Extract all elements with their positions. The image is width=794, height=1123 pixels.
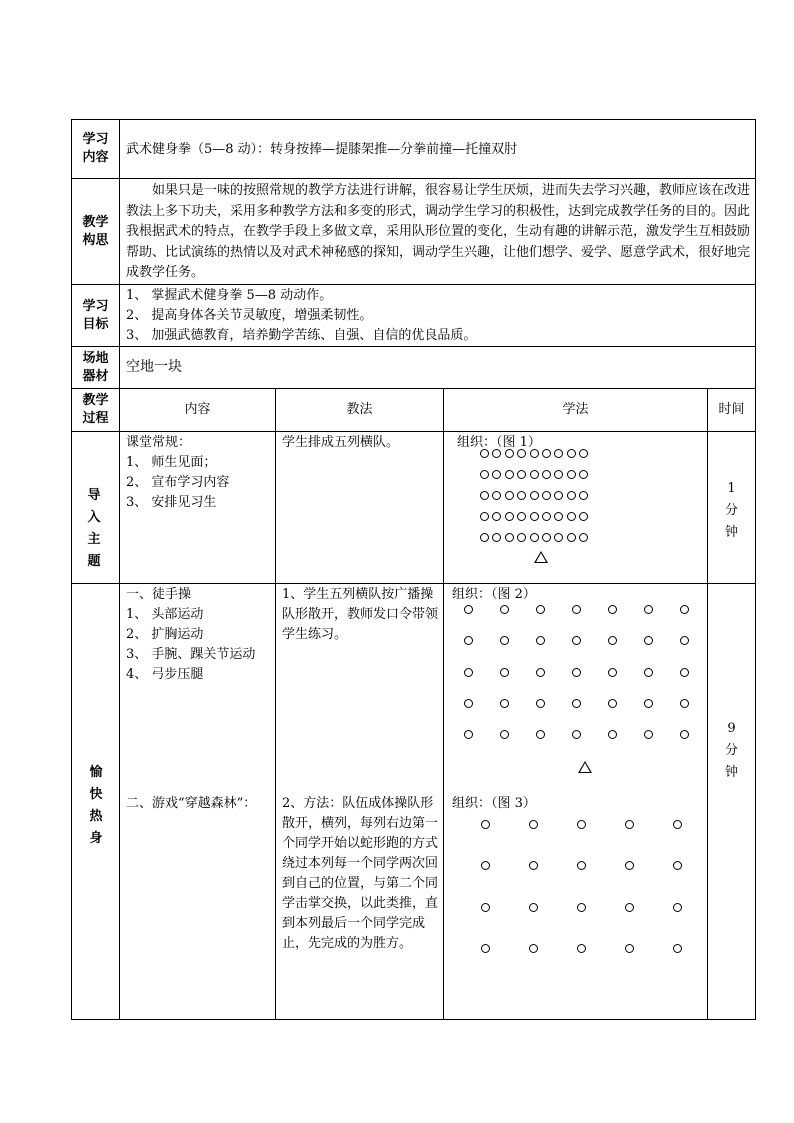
warmup-content-1 <box>126 585 274 685</box>
student-marker-icon <box>572 605 581 614</box>
student-marker-icon <box>625 861 634 870</box>
student-marker-icon <box>680 730 689 739</box>
student-marker-icon <box>500 605 509 614</box>
student-marker-icon <box>608 636 617 645</box>
student-marker-icon <box>464 699 473 708</box>
student-marker-icon <box>608 699 617 708</box>
intro-time: 1 分 钟 <box>724 481 738 540</box>
col-header-learning: 学法 <box>562 402 589 417</box>
student-marker-icon <box>480 491 489 500</box>
intro-org-label: 组织：（图 1） <box>457 435 541 450</box>
student-marker-icon <box>577 861 586 870</box>
student-marker-icon <box>529 944 538 953</box>
label-learning-goals: 学习 目标 <box>82 298 109 332</box>
intro-content <box>126 433 274 513</box>
student-marker-icon <box>644 668 653 677</box>
student-marker-icon <box>673 861 682 870</box>
student-marker-icon <box>577 820 586 829</box>
label-warmup: 愉 快 热 身 <box>89 765 103 846</box>
intro-content-line: 2、 宣布学习内容 <box>126 475 230 490</box>
venue-equipment-text: 空地一块 <box>126 359 182 375</box>
col-header-method: 教法 <box>346 402 373 417</box>
student-marker-icon <box>680 668 689 677</box>
student-marker-icon <box>608 605 617 614</box>
student-marker-icon <box>536 730 545 739</box>
student-marker-icon <box>536 636 545 645</box>
warmup-content-line: 一、徒手操 <box>126 587 192 602</box>
student-marker-icon <box>579 533 588 542</box>
student-marker-icon <box>530 491 539 500</box>
student-marker-icon <box>577 944 586 953</box>
student-marker-icon <box>554 449 563 458</box>
student-marker-icon <box>536 699 545 708</box>
student-marker-icon <box>680 605 689 614</box>
student-marker-icon <box>673 903 682 912</box>
teacher-marker-icon <box>578 761 592 773</box>
goal-item: 1、 掌握武术健身拳 5—8 动动作。 <box>126 288 333 303</box>
student-marker-icon <box>542 449 551 458</box>
student-marker-icon <box>530 470 539 479</box>
student-marker-icon <box>464 605 473 614</box>
label-teaching-concept: 教学 构思 <box>82 214 109 248</box>
student-marker-icon <box>579 470 588 479</box>
student-marker-icon <box>567 512 576 521</box>
student-marker-icon <box>554 470 563 479</box>
student-marker-icon <box>517 512 526 521</box>
label-intro-topic: 导入 主题 <box>87 488 101 569</box>
col-header-time: 时间 <box>718 402 745 417</box>
student-marker-icon <box>579 449 588 458</box>
intro-method: 学生排成五列横队。 <box>282 435 400 450</box>
student-marker-icon <box>492 470 501 479</box>
student-marker-icon <box>530 449 539 458</box>
student-marker-icon <box>492 449 501 458</box>
goal-item: 3、 加强武德教育，培养勤学苦练、自强、自信的优良品质。 <box>126 328 477 343</box>
student-marker-icon <box>567 491 576 500</box>
student-marker-icon <box>567 449 576 458</box>
student-marker-icon <box>500 699 509 708</box>
student-marker-icon <box>579 512 588 521</box>
teaching-concept-text: 如果只是一味的按照常规的教学方法进行讲解，很容易让学生厌烦，进而失去学习兴趣，教师应该在改进教法上多下功夫，采用多种教学方法和多变的形式，调动学生学习的积极性，达到完成教学任务的目的。因此我根据武术的特点，在教学手段上多做文章，采用队形位置的变化，生动有趣的讲解示范，激发学生互相鼓励帮助、比试演练的热情以及对武术神秘感的探知，调动学生兴趣，让他们想学、爱学、愿意学武术，很好地完成教学任务。 <box>126 183 751 280</box>
student-marker-icon <box>529 861 538 870</box>
student-marker-icon <box>572 699 581 708</box>
student-marker-icon <box>572 730 581 739</box>
student-marker-icon <box>572 668 581 677</box>
student-marker-icon <box>529 903 538 912</box>
intro-content-line: 课堂常规： <box>126 435 192 450</box>
student-marker-icon <box>481 903 490 912</box>
student-marker-icon <box>492 512 501 521</box>
student-marker-icon <box>481 820 490 829</box>
student-marker-icon <box>481 861 490 870</box>
student-marker-icon <box>644 636 653 645</box>
warmup-method-2: 2、方法：队伍成体操队形散开，横列，每列右边第一个同学开始以蛇形跑的方式绕过本列每一个同学两次回到自己的位置，与第二个同学击掌交换，以此类推，直到本列最后一个同学完成止，先完成的为胜方。 <box>282 796 439 951</box>
warmup-time: 9 分 钟 <box>724 721 738 780</box>
warmup-content-line: 1、 头部运动 <box>126 607 204 622</box>
student-marker-icon <box>554 512 563 521</box>
student-marker-icon <box>480 449 489 458</box>
student-marker-icon <box>500 636 509 645</box>
student-marker-icon <box>530 512 539 521</box>
student-marker-icon <box>536 605 545 614</box>
student-marker-icon <box>673 820 682 829</box>
label-teaching-process: 教学 过程 <box>82 393 109 426</box>
student-marker-icon <box>505 449 514 458</box>
student-marker-icon <box>554 533 563 542</box>
learning-goals-list <box>126 286 746 346</box>
student-marker-icon <box>577 903 586 912</box>
warmup-org-label-1: 组织：（图 2） <box>452 587 536 602</box>
student-marker-icon <box>517 470 526 479</box>
student-marker-icon <box>530 533 539 542</box>
student-marker-icon <box>542 470 551 479</box>
student-marker-icon <box>572 636 581 645</box>
student-marker-icon <box>480 533 489 542</box>
student-marker-icon <box>505 491 514 500</box>
student-marker-icon <box>464 636 473 645</box>
student-marker-icon <box>625 944 634 953</box>
student-marker-icon <box>505 533 514 542</box>
intro-content-line: 1、 师生见面； <box>126 455 217 470</box>
student-marker-icon <box>554 491 563 500</box>
warmup-content-line: 3、 手腕、踝关节运动 <box>126 647 256 662</box>
student-marker-icon <box>517 449 526 458</box>
label-venue-equipment: 场地 器材 <box>82 350 109 384</box>
student-marker-icon <box>464 730 473 739</box>
goal-item: 2、 提高身体各关节灵敏度，增强柔韧性。 <box>126 308 373 323</box>
student-marker-icon <box>608 668 617 677</box>
student-marker-icon <box>567 470 576 479</box>
student-marker-icon <box>680 699 689 708</box>
learning-content-text: 武术健身拳（5—8 动）：转身按捧—提膝架推—分拳前撞—托撞双肘 <box>126 142 518 157</box>
student-marker-icon <box>505 470 514 479</box>
student-marker-icon <box>529 820 538 829</box>
student-marker-icon <box>464 668 473 677</box>
student-marker-icon <box>579 491 588 500</box>
student-marker-icon <box>492 533 501 542</box>
student-marker-icon <box>542 512 551 521</box>
teacher-marker-icon <box>534 551 548 563</box>
student-marker-icon <box>644 605 653 614</box>
student-marker-icon <box>625 820 634 829</box>
warmup-org-label-2: 组织：（图 3） <box>452 796 536 811</box>
student-marker-icon <box>625 903 634 912</box>
warmup-content-line: 2、 扩胸运动 <box>126 627 204 642</box>
student-marker-icon <box>644 699 653 708</box>
label-learning-content: 学习 内容 <box>82 132 109 165</box>
student-marker-icon <box>480 470 489 479</box>
student-marker-icon <box>517 491 526 500</box>
student-marker-icon <box>542 533 551 542</box>
student-marker-icon <box>608 730 617 739</box>
student-marker-icon <box>542 491 551 500</box>
student-marker-icon <box>567 533 576 542</box>
student-marker-icon <box>644 730 653 739</box>
student-marker-icon <box>492 491 501 500</box>
student-marker-icon <box>673 944 682 953</box>
warmup-method-1: 1、学生五列横队按广播操队形散开，教师发口令带领学生练习。 <box>282 587 439 642</box>
student-marker-icon <box>536 668 545 677</box>
student-marker-icon <box>517 533 526 542</box>
intro-content-line: 3、 安排见习生 <box>126 495 217 510</box>
student-marker-icon <box>500 668 509 677</box>
student-marker-icon <box>505 512 514 521</box>
student-marker-icon <box>500 730 509 739</box>
warmup-content-line: 4、 弓步压腿 <box>126 667 204 682</box>
student-marker-icon <box>481 944 490 953</box>
warmup-content-2: 二、游戏“穿越森林”： <box>126 796 257 811</box>
student-marker-icon <box>680 636 689 645</box>
student-marker-icon <box>480 512 489 521</box>
col-header-content: 内容 <box>184 402 211 417</box>
